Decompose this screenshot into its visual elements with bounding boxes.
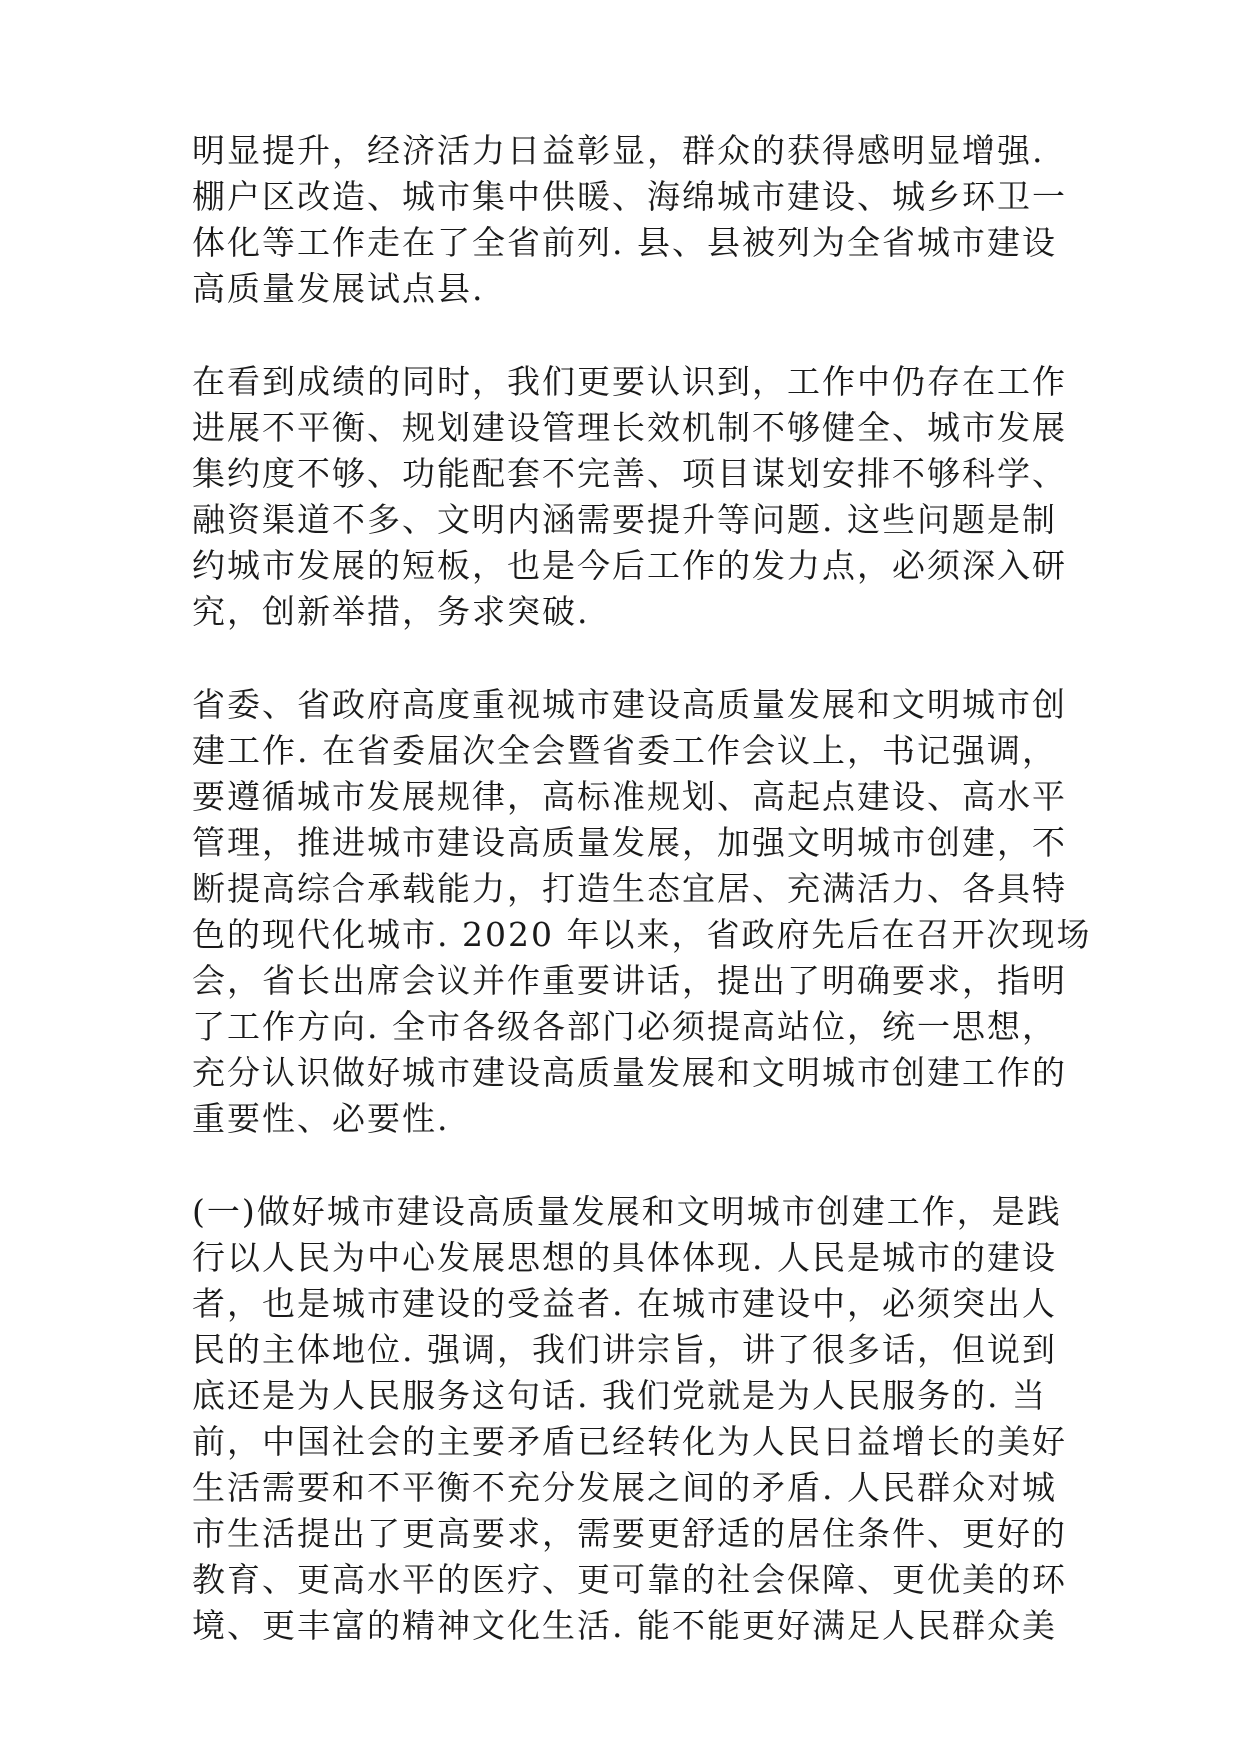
text-line: 重要性、必要性.: [192, 1099, 450, 1138]
text-line: 明显提升，经济活力日益彰显，群众的获得感明显增强.: [192, 131, 1045, 170]
text-line: 断提高综合承载能力，打造生态宜居、充满活力、各具特: [192, 869, 1067, 908]
text-line: (一)做好城市建设高质量发展和文明城市创建工作，是践: [192, 1192, 1062, 1231]
text-line: 高质量发展试点县.: [192, 269, 485, 308]
paragraph-3: [192, 682, 1092, 1142]
text-line: 底还是为人民服务这句话. 我们党就是为人民服务的. 当: [192, 1376, 1047, 1415]
document-body: [192, 128, 1092, 1649]
text-line: 体化等工作走在了全省前列. 县、县被列为全省城市建设: [192, 223, 1057, 262]
paragraph-1: [192, 128, 1067, 312]
text-line: 充分认识做好城市建设高质量发展和文明城市创建工作的: [192, 1053, 1067, 1092]
text-line: 了工作方向. 全市各级各部门必须提高站位，统一思想，: [192, 1007, 1057, 1046]
text-line: 境、更丰富的精神文化生活. 能不能更好满足人民群众美: [192, 1606, 1057, 1645]
text-line: 者，也是城市建设的受益者. 在城市建设中，必须突出人: [192, 1284, 1057, 1323]
text-line: 教育、更高水平的医疗、更可靠的社会保障、更优美的环: [192, 1560, 1067, 1599]
text-line: 棚户区改造、城市集中供暖、海绵城市建设、城乡环卫一: [192, 177, 1067, 216]
text-line: 在看到成绩的同时，我们更要认识到，工作中仍存在工作: [192, 362, 1067, 401]
text-line: 行以人民为中心发展思想的具体体现. 人民是城市的建设: [192, 1238, 1057, 1277]
text-line: 民的主体地位. 强调，我们讲宗旨，讲了很多话，但说到: [192, 1330, 1057, 1369]
paragraph-4: [192, 1189, 1067, 1649]
text-line: 建工作. 在省委届次全会暨省委工作会议上，书记强调，: [192, 731, 1057, 770]
text-line: 生活需要和不平衡不充分发展之间的矛盾. 人民群众对城: [192, 1468, 1057, 1507]
text-line: 省委、省政府高度重视城市建设高质量发展和文明城市创: [192, 685, 1067, 724]
text-line: 要遵循城市发展规律，高标准规划、高起点建设、高水平: [192, 777, 1067, 816]
text-line: 集约度不够、功能配套不完善、项目谋划安排不够科学、: [192, 454, 1067, 493]
text-line: 前，中国社会的主要矛盾已经转化为人民日益增长的美好: [192, 1422, 1067, 1461]
text-line: 市生活提出了更高要求，需要更舒适的居住条件、更好的: [192, 1514, 1067, 1553]
text-line: 究，创新举措，务求突破.: [192, 592, 590, 631]
text-line: 约城市发展的短板，也是今后工作的发力点，必须深入研: [192, 546, 1067, 585]
text-line: 管理，推进城市建设高质量发展，加强文明城市创建，不: [192, 823, 1067, 862]
text-line: 色的现代化城市. 2020 年以来，省政府先后在召开次现场: [192, 915, 1092, 954]
text-line: 融资渠道不多、文明内涵需要提升等问题. 这些问题是制: [192, 500, 1057, 539]
text-line: 进展不平衡、规划建设管理长效机制不够健全、城市发展: [192, 408, 1067, 447]
paragraph-2: [192, 359, 1067, 635]
text-line: 会，省长出席会议并作重要讲话，提出了明确要求，指明: [192, 961, 1067, 1000]
